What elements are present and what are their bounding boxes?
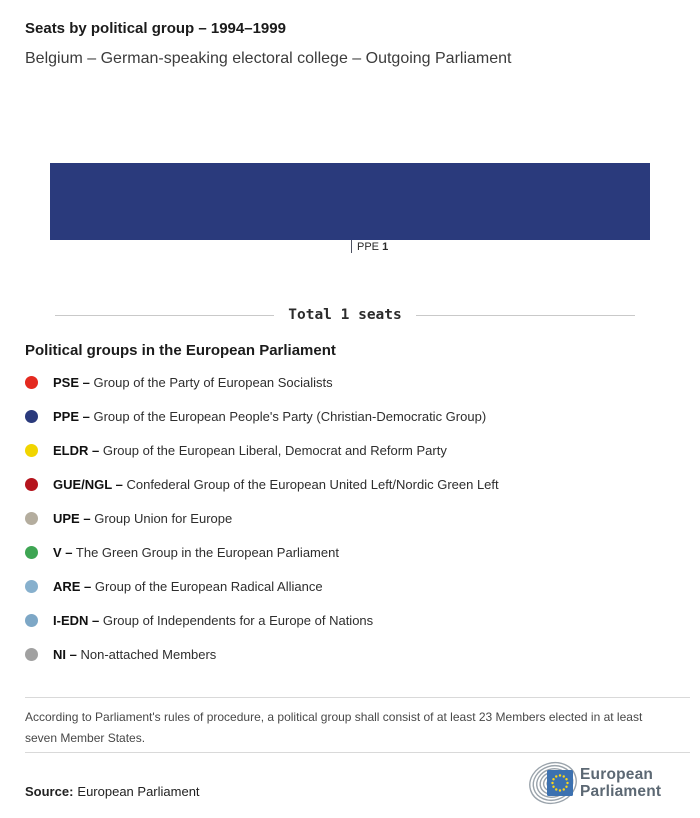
are-dot-icon	[25, 580, 38, 593]
logo-text-line2: Parliament	[580, 783, 662, 800]
footnote-divider-top	[25, 697, 690, 698]
footnote-text: According to Parliament's rules of procedure, a political group shall consist of at least 23 Members elected in at least seven Member States.	[25, 710, 643, 745]
legend-list	[25, 365, 499, 671]
legend-item-ppe	[25, 399, 499, 433]
legend-label: UPE – Group Union for Europe	[53, 510, 233, 526]
i-edn-dot-icon	[25, 614, 38, 627]
bar-tick-label	[357, 241, 388, 253]
bar-tick	[351, 240, 352, 253]
legend-item-v	[25, 535, 499, 569]
seats-bar-chart	[50, 163, 650, 240]
ppe-dot-icon	[25, 410, 38, 423]
source-label: Source:	[25, 784, 74, 799]
v-dot-icon	[25, 546, 38, 559]
legend-label: NI – Non-attached Members	[53, 646, 217, 662]
source-line	[25, 784, 200, 799]
legend-item-ni	[25, 637, 499, 671]
total-seats-label: Total 1 seats	[288, 307, 402, 323]
legend-label: I-EDN – Group of Independents for a Europe of Nations	[53, 612, 374, 628]
source-value: European Parliament	[77, 784, 200, 799]
upe-dot-icon	[25, 512, 38, 525]
eldr-dot-icon	[25, 444, 38, 457]
legend-label: PPE – Group of the European People's Party (Christian-Democratic Group)	[53, 408, 487, 424]
legend-label: ARE – Group of the European Radical Alliance	[53, 578, 323, 594]
bar-segment-ppe	[50, 163, 650, 240]
page-subtitle: Belgium – German-speaking electoral college – Outgoing Parliament	[25, 50, 512, 67]
tick-seat-count: 1	[382, 241, 389, 253]
legend-label: GUE/NGL – Confederal Group of the European United Left/Nordic Green Left	[53, 476, 499, 492]
legend-label: V – The Green Group in the European Parliament	[53, 544, 339, 560]
legend-item-eldr	[25, 433, 499, 467]
total-rule-right	[416, 315, 635, 316]
page-title: Seats by political group – 1994–1999	[25, 20, 286, 37]
total-seats-row	[55, 307, 635, 323]
eu-flag-icon	[547, 770, 573, 796]
tick-group-label: PPE	[357, 241, 380, 253]
legend-item-gue-ngl	[25, 467, 499, 501]
footnote-divider-bottom	[25, 752, 690, 753]
legend-item-are	[25, 569, 499, 603]
legend-item-pse	[25, 365, 499, 399]
european-parliament-logo	[520, 759, 690, 807]
legend-heading: Political groups in the European Parliament	[25, 342, 336, 359]
legend-item-i-edn	[25, 603, 499, 637]
logo-text-line1: European	[580, 766, 654, 783]
gue-ngl-dot-icon	[25, 478, 38, 491]
total-rule-left	[55, 315, 274, 316]
legend-label: ELDR – Group of the European Liberal, Democrat and Reform Party	[53, 442, 447, 458]
legend-item-upe	[25, 501, 499, 535]
legend-label: PSE – Group of the Party of European Socialists	[53, 374, 333, 390]
ni-dot-icon	[25, 648, 38, 661]
pse-dot-icon	[25, 376, 38, 389]
